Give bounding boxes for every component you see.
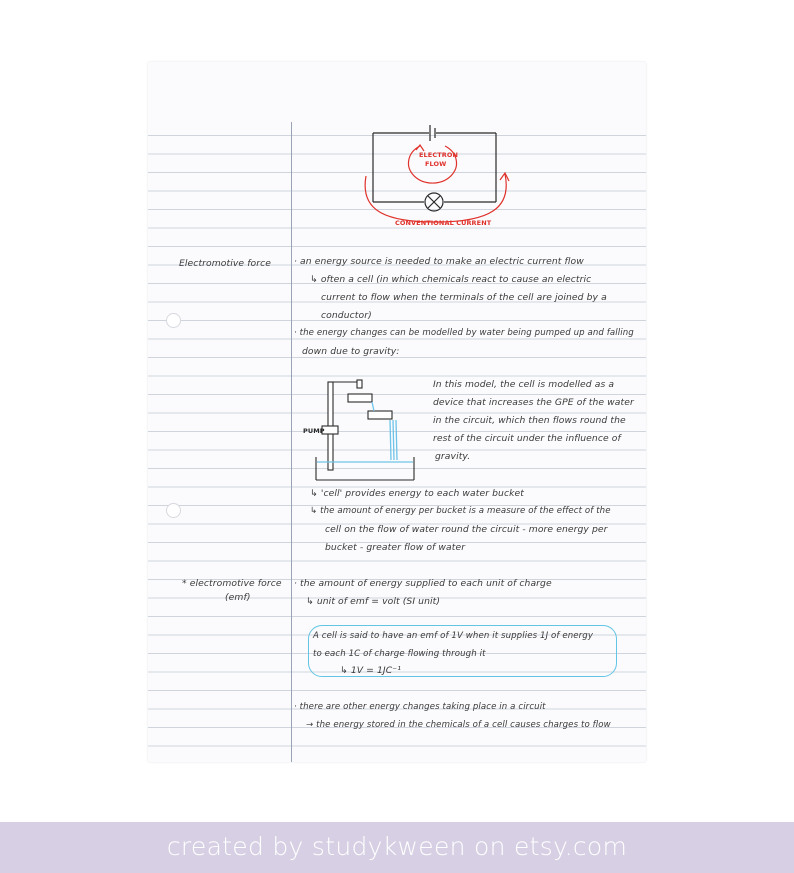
callout-equation: ↳ 1V = 1JC⁻¹ [340,665,401,676]
note-line: down due to gravity: [302,346,400,357]
section-heading: * electromotive force [182,578,282,589]
electron-flow-label: FLOW [425,160,447,168]
watermark-text: created by studykween on etsy.com [166,832,628,861]
electron-flow-label: ELECTRON [419,151,458,159]
footer-banner [0,822,794,873]
note-line: ↳ unit of emf = volt (SI unit) [306,596,441,607]
note-line: cell on the flow of water round the circuit - more energy per [325,524,608,535]
section-heading: (emf) [225,592,251,603]
callout-line: A cell is said to have an emf of 1V when it supplies 1J of energy [313,631,594,641]
model-description-line: device that increases the GPE of the water [433,397,634,408]
note-line: · the energy changes can be modelled by water being pumped up and falling [294,328,634,338]
model-description-line: In this model, the cell is modelled as a [433,379,615,390]
note-line: ↳ 'cell' provides energy to each water bucket [310,488,525,499]
model-description-line: in the circuit, which then flows round the [433,415,626,426]
note-line: ↳ the amount of energy per bucket is a measure of the effect of the [310,506,611,516]
notebook-page [148,62,646,762]
note-line: conductor) [321,310,372,321]
pump-label: PUMP [303,427,325,435]
model-description-line: rest of the circuit under the influence of [433,433,621,444]
callout-line: to each 1C of charge flowing through it [313,649,486,659]
note-line: → the energy stored in the chemicals of a cell causes charges to flow [306,720,611,730]
note-line: · the amount of energy supplied to each unit of charge [294,578,552,589]
conventional-current-label: CONVENTIONAL CURRENT [395,219,492,227]
model-description-line: gravity. [435,451,471,462]
note-line: bucket - greater flow of water [325,542,466,553]
note-line: · an energy source is needed to make an electric current flow [294,256,584,267]
note-line: ↳ often a cell (in which chemicals react to cause an electric [310,274,592,285]
note-line: current to flow when the terminals of the cell are joined by a [321,292,607,303]
section-heading: Electromotive force [179,258,272,269]
punch-hole [166,503,181,518]
note-line: · there are other energy changes taking place in a circuit [294,702,546,712]
